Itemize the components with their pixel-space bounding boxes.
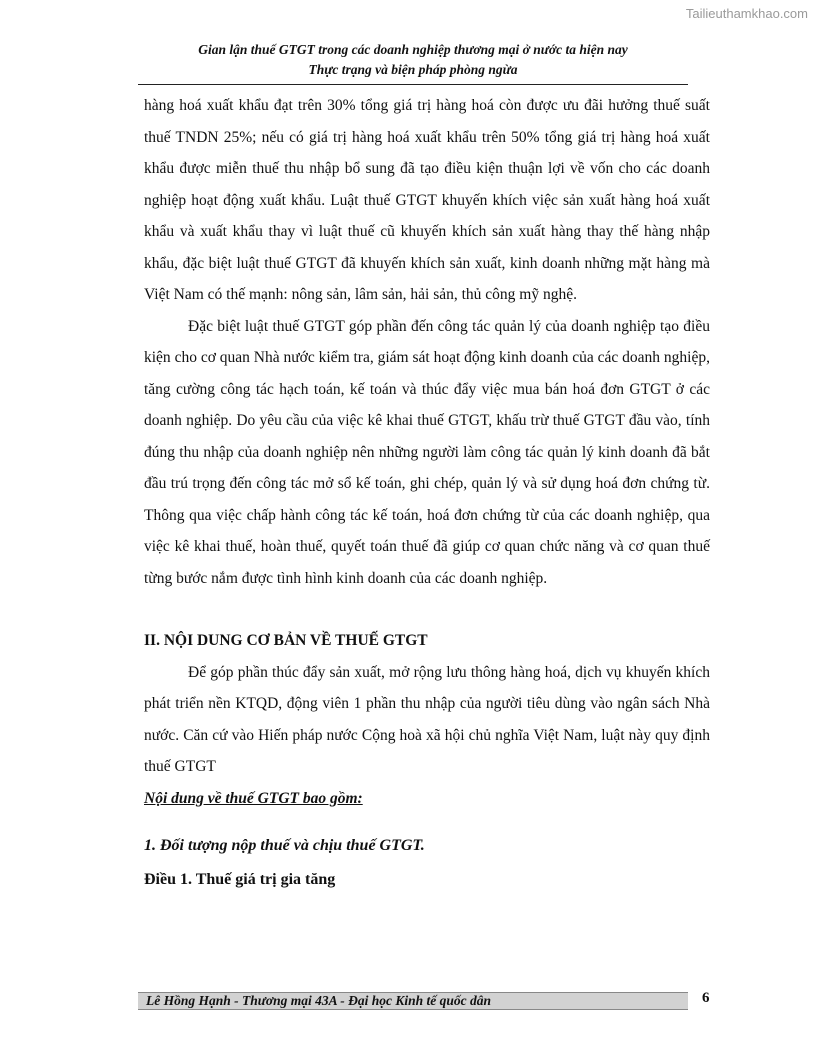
paragraph-2: Đặc biệt luật thuế GTGT góp phần đến công tác quản lý của doanh nghiệp tạo điều kiện cho cơ quan Nhà nước kiểm tra, giám sát hoạt động kinh doanh của các doanh nghiệp, tăng cường công tác hạch toán, kế toán và thúc đẩy việc mua bán hoá đơn GTGT ở các doanh nghiệp. Do yêu cầu của việc kê khai thuế GTGT, khấu trừ thuế GTGT đầu vào, tính đúng thu nhập của doanh nghiệp nên những người làm công tác quản lý kinh doanh đã bắt đầu trú trọng đến công tác mở sổ kế toán, ghi chép, quản lý và sử dụng hoá đơn chứng từ. Thông qua việc chấp hành công tác kế toán, hoá đơn chứng từ của các doanh nghiệp, qua việc kê khai thuế, hoàn thuế, quyết toán thuế đã giúp cơ quan chức năng và cơ quan thuế từng bước nắm được tình hình kinh doanh của các doanh nghiệp.	[144, 317, 710, 587]
footer-text: Lê Hồng Hạnh - Thương mại 43A - Đại học Kinh tế quốc dân	[146, 993, 492, 1008]
section-heading: II. NỘI DUNG CƠ BẢN VỀ THUẾ GTGT	[144, 632, 428, 649]
subheading-underlined	[144, 783, 710, 815]
article-title: Điều 1. Thuế giá trị gia tăng	[144, 870, 336, 888]
running-header	[138, 40, 688, 80]
subheading-item: 1. Đối tượng nộp thuế và chịu thuế GTGT.	[144, 837, 425, 854]
paragraph-3: Để góp phần thúc đẩy sản xuất, mở rộng lưu thông hàng hoá, dịch vụ khuyến khích phát triển nền KTQD, động viên 1 phần thu nhập của người tiêu dùng vào ngân sách Nhà nước. Căn cứ vào Hiến pháp nước Cộng hoà xã hội chủ nghĩa Việt Nam, luật này quy định thuế GTGT	[144, 663, 710, 775]
subheading-underlined-text: Nội dung về thuế GTGT bao gồm:	[144, 789, 363, 807]
spacer	[144, 594, 710, 608]
header-divider	[138, 84, 688, 85]
header-subtitle-line: Thực trạng và biện pháp phòng ngừa	[308, 62, 518, 77]
page-body	[144, 90, 710, 895]
page-number: 6	[702, 990, 710, 1006]
paragraph-1: hàng hoá xuất khẩu đạt trên 30% tổng giá trị hàng hoá còn được ưu đãi hưởng thuế suất thuế TNDN 25%; nếu có giá trị hàng hoá xuất khẩu trên 50% tổng giá trị hàng hoá xuất khẩu được miễn thuế thu nhập bổ sung đã tạo điều kiện thuận lợi về vốn cho các doanh nghiệp hoạt động xuất khẩu. Luật thuế GTGT khuyến khích việc sản xuất hàng hoá xuất khẩu và xuất khẩu thay vì luật thuế cũ khuyến khích sản xuất hàng thay thế hàng nhập khẩu, đặc biệt luật thuế GTGT đã khuyến khích sản xuất, kinh doanh những mặt hàng mà Việt Nam có thế mạnh: nông sản, lâm sản, hải sản, thủ công mỹ nghệ.	[144, 97, 710, 303]
watermark: Tailieuthamkhao.com	[685, 6, 808, 21]
header-title-line: Gian lận thuế GTGT trong các doanh nghiệp thương mại ở nước ta hiện nay	[198, 42, 628, 57]
